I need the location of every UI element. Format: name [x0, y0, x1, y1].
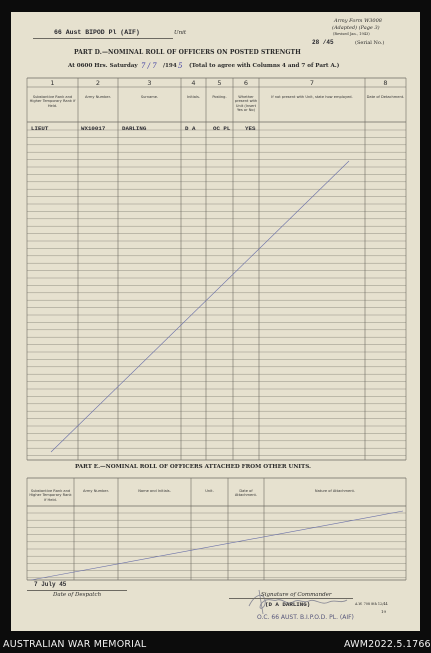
unit-value: 66 Aust BIPOD Pl (AIF) [54, 29, 140, 36]
cancel-line-part-d [51, 161, 349, 452]
part-e-title: PART E.—NOMINAL ROLL OF OFFICERS ATTACHED FROM OTHER UNITS. [75, 464, 312, 470]
print-number: 19 [381, 609, 387, 614]
despatch-date: 7 July 45 [34, 581, 67, 588]
col-number: 1 [50, 79, 55, 87]
col-number: 3 [147, 79, 152, 87]
col-number: 4 [191, 79, 196, 87]
part-d-col-header: Substantive Rank and Higher Temporary Rank if Held. [29, 95, 76, 108]
commander-stamp: O.C. 66 AUST. B.I.P.O.D. PL. (AIF) [257, 614, 354, 621]
row-present: YES [245, 125, 256, 132]
unit-label: Unit [174, 30, 187, 36]
part-d-title: PART D.—NOMINAL ROLL OF OFFICERS ON POSTED STRENGTH [74, 49, 301, 56]
col-number: 6 [243, 79, 249, 87]
cancel-line-part-e [31, 511, 403, 580]
part-d-col-header: Army Number. [85, 95, 111, 99]
row-posting: OC PL [213, 125, 231, 132]
part-e-col-header: Nature of Attachment. [314, 489, 356, 493]
part-e-col-header: Substantive Rank and Higher Temporary Rank if Held. [29, 489, 72, 502]
col-number: 5 [217, 79, 222, 87]
archive-footer [0, 637, 431, 653]
year-suffix: /194 [163, 63, 177, 69]
serial-label: (Serial No.) [355, 40, 385, 46]
total-note: (Total to agree with Columns 4 and 7 of Part A.) [189, 63, 340, 69]
print-reference: A.W. 708 8th 12/44 [355, 602, 388, 606]
part-d-col-header: Whether present with Unit (Insert Yes or No) [234, 95, 258, 113]
part-d-col-header: Surname. [140, 95, 159, 99]
part-e-col-header: Name and Initials. [138, 489, 171, 493]
part-e-col-header: Date of Attachment. [234, 489, 258, 498]
row-initials: D A [185, 125, 196, 132]
date-handwritten: 7 / 7 [141, 62, 157, 70]
part-d-col-header: If not present with Unit, state how employed. [271, 95, 353, 99]
year-handwritten: 5 [178, 62, 183, 70]
part-e-col-header: Unit. [205, 489, 214, 493]
part-d-col-header: Date of Detachment. [366, 95, 405, 99]
col-number: 7 [309, 79, 315, 87]
part-d-col-header: Initials. [187, 95, 200, 99]
revised-note: (Revised Jan., 1943) [333, 32, 370, 36]
col-number: 2 [95, 79, 101, 87]
part-d-col-header: Posting. [212, 95, 227, 99]
form-sheet [11, 12, 420, 631]
signature-label: Signature of Commander [261, 592, 332, 598]
army-form-number: Army Form W3008 [334, 18, 382, 24]
despatch-label: Date of Despatch [53, 592, 102, 598]
part-e-col-header: Army Number. [83, 489, 109, 493]
row-rank: LIEUT [31, 125, 49, 132]
archive-name: AUSTRALIAN WAR MEMORIAL [3, 639, 147, 650]
row-army-number: WX10017 [81, 125, 106, 132]
signature-name: (D A DARLING) [265, 601, 311, 608]
col-number: 8 [383, 79, 388, 87]
row-surname: DARLING [122, 125, 147, 132]
at-hours-label: At 0600 Hrs. Saturday [68, 63, 138, 69]
archive-id: AWM2022.5.1766 [344, 639, 431, 650]
adapted-note: (Adapted) (Page 3) [332, 25, 380, 31]
serial-value: 28 /45 [312, 39, 334, 46]
